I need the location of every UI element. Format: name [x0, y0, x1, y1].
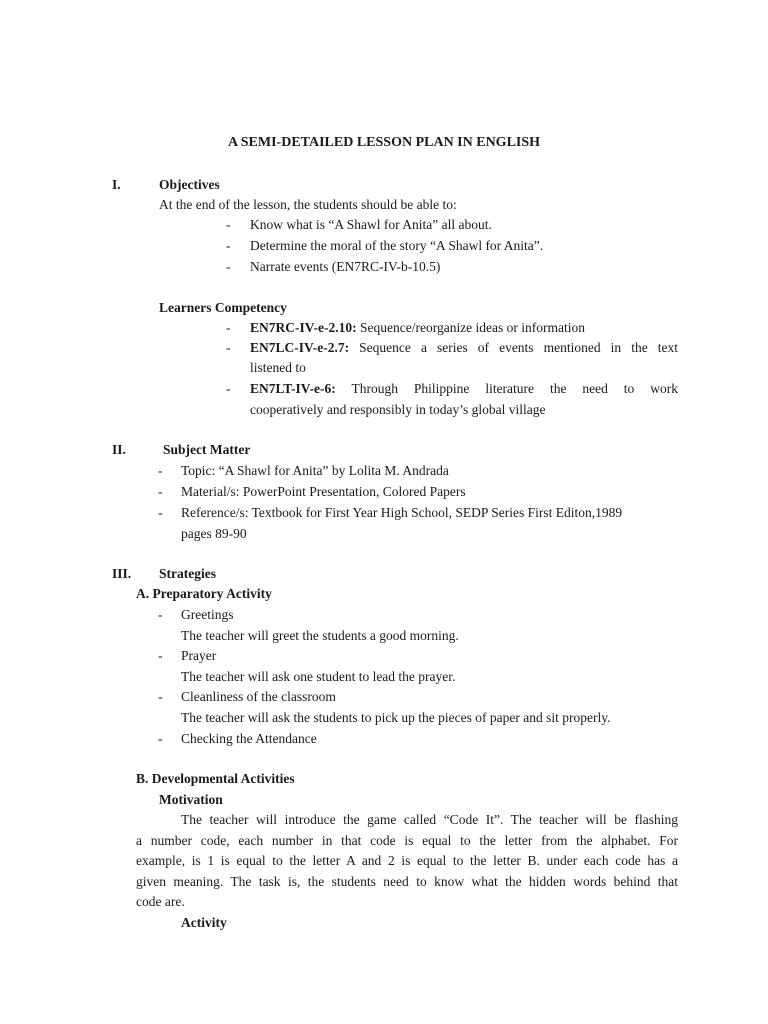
section-numeral-strategies: III.: [112, 566, 132, 581]
bullet: -: [226, 381, 231, 396]
motivation-paragraph-line: example, is 1 is equal to the letter A and 2 is equal to the letter B. under each code has a: [136, 853, 678, 868]
motivation-paragraph-line: code are.: [136, 894, 185, 909]
preparatory-item-label: Prayer: [181, 648, 217, 663]
objective-item: Determine the moral of the story “A Shawl for Anita”.: [250, 238, 544, 253]
subject-item: Reference/s: Textbook for First Year High School, SEDP Series First Editon,1989: [181, 505, 623, 520]
competency-code: EN7RC-IV-e-2.10:: [250, 320, 357, 335]
competency-text: Through Philippine literature the need to work: [335, 381, 678, 396]
competency-item: [250, 340, 678, 356]
competency-heading: Learners Competency: [159, 300, 287, 315]
bullet: -: [226, 320, 231, 335]
bullet: -: [226, 238, 231, 253]
activity-heading: Activity: [181, 915, 227, 930]
competency-code: EN7LC-IV-e-2.7:: [250, 340, 350, 355]
bullet: -: [158, 648, 163, 663]
subject-item: Material/s: PowerPoint Presentation, Colored Papers: [181, 484, 466, 499]
motivation-paragraph-line: a number code, each number in that code is equal to the letter from the alphabet. For: [136, 833, 678, 848]
bullet: -: [158, 463, 163, 478]
competency-continuation: listened to: [250, 360, 306, 375]
preparatory-item-desc: The teacher will ask one student to lead the prayer.: [181, 669, 456, 684]
bullet: -: [158, 607, 163, 622]
motivation-paragraph-line: The teacher will introduce the game called “Code It”. The teacher will be flashing: [181, 812, 678, 827]
developmental-heading: B. Developmental Activities: [136, 771, 295, 786]
preparatory-item-label: Cleanliness of the classroom: [181, 689, 336, 704]
document-title: A SEMI-DETAILED LESSON PLAN IN ENGLISH: [227, 135, 541, 150]
motivation-heading: Motivation: [159, 792, 223, 807]
objective-item: Narrate events (EN7RC-IV-b-10.5): [250, 259, 441, 274]
objectives-intro: At the end of the lesson, the students should be able to:: [159, 197, 457, 212]
competency-item: [250, 320, 585, 336]
preparatory-item-label: Greetings: [181, 607, 234, 622]
subject-item-continuation: pages 89-90: [181, 526, 247, 541]
subject-item: Topic: “A Shawl for Anita” by Lolita M. Andrada: [181, 463, 449, 478]
competency-text: Sequence/reorganize ideas or information: [356, 320, 586, 335]
competency-continuation: cooperatively and responsibly in today’s global village: [250, 402, 546, 417]
strategies-heading: Strategies: [159, 566, 216, 581]
bullet: -: [158, 731, 163, 746]
subject-heading: Subject Matter: [163, 442, 251, 457]
motivation-paragraph-line: given meaning. The task is, the students need to know what the hidden words behind that: [136, 874, 678, 889]
bullet: -: [158, 689, 163, 704]
section-numeral-objectives: I.: [112, 177, 121, 192]
competency-text: Sequence a series of events mentioned in the text: [349, 340, 678, 355]
competency-code: EN7LT-IV-e-6:: [250, 381, 336, 396]
bullet: -: [226, 259, 231, 274]
competency-item: [250, 381, 678, 397]
objectives-heading: Objectives: [159, 177, 220, 192]
bullet: -: [226, 217, 231, 232]
preparatory-item-desc: The teacher will greet the students a good morning.: [181, 628, 459, 643]
preparatory-item-label: Checking the Attendance: [181, 731, 317, 746]
bullet: -: [158, 505, 163, 520]
objective-item: Know what is “A Shawl for Anita” all about.: [250, 217, 492, 232]
preparatory-item-desc: The teacher will ask the students to pick up the pieces of paper and sit properly.: [181, 710, 611, 725]
section-numeral-subject: II.: [112, 442, 126, 457]
bullet: -: [158, 484, 163, 499]
bullet: -: [226, 340, 231, 355]
preparatory-heading: A. Preparatory Activity: [136, 586, 272, 601]
